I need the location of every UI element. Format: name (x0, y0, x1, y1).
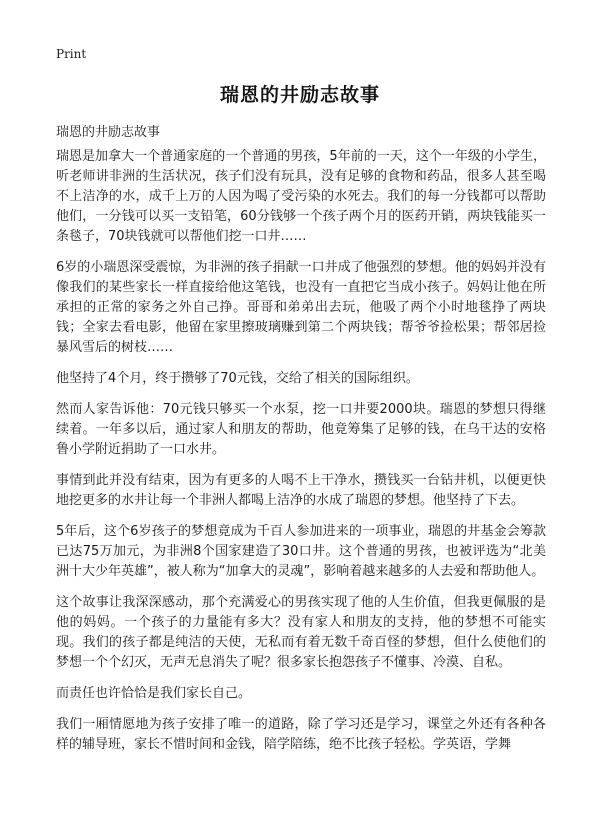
article-paragraph: 事情到此并没有结束，因为有更多的人喝不上干净水，攒钱买一台钻井机，以便更快地挖更多的水井让每一个非洲人都喝上洁净的水成了瑞恩的梦想。他坚持了下去。 (56, 473, 546, 508)
article-body (56, 147, 546, 766)
article-subtitle: 瑞恩的井励志故事 (56, 125, 161, 140)
article-paragraph: 6岁的小瑞恩深受震惊，为非洲的孩子捐献一口井成了他强烈的梦想。他的妈妈并没有像我们的某些家长一样直接给他这笔钱，也没有一直把它当成小孩子。妈妈让他在所承担的正常的家务之外自己挣。哥哥和弟弟出去玩，他吸了两个小时地毯挣了两块钱；全家去看电影，他留在家里擦玻璃赚到第二个两块钱；帮爷爷捡松果；帮邻居捡暴风雪后的树枝…… (56, 260, 546, 355)
print-link[interactable]: Print (56, 47, 87, 61)
page-title: 瑞恩的井励志故事 (219, 84, 380, 106)
article-paragraph: 我们一厢情愿地为孩子安排了唯一的道路，除了学习还是学习，课堂之外还有各种各样的辅导班，家长不惜时间和金钱，陪学陪练，绝不比孩子轻松。学英语，学舞 (56, 717, 546, 752)
article-paragraph: 他坚持了4个月，终于攒够了70元钱，交给了相关的国际组织。 (56, 371, 419, 386)
article-paragraph: 然而人家告诉他：70元钱只够买一个水泵，挖一口井要2000块。瑞恩的梦想只得继续着。一年多以后，通过家人和朋友的帮助，他竟筹集了足够的钱，在乌干达的安格鲁小学附近捐助了一口水井。 (56, 402, 546, 457)
article-paragraph: 5年后，这个6岁孩子的梦想竟成为千百人参加进来的一项事业，瑞恩的井基金会筹款已达75万加元，为非洲8个国家建造了30口井。这个普通的男孩，也被评选为“北美洲十大少年英雄”，被人称为“加拿大的灵魂”，影响着越来越多的人去爱和帮助他人。 (56, 524, 546, 579)
article-paragraph: 瑞恩是加拿大一个普通家庭的一个普通的男孩，5年前的一天，这个一年级的小学生，听老师讲非洲的生活状况，孩子们没有玩具，没有足够的食物和药品，很多人甚至喝不上洁净的水，成千上万的人因为喝了受污染的水死去。我们的每一分钱都可以帮助他们，一分钱可以买一支铅笔，60分钱够一个孩子两个月的医药开销，两块钱能买一条毯子，70块钱就可以帮他们挖一口井…… (56, 149, 546, 244)
article-paragraph: 而责任也许恰恰是我们家长自己。 (56, 686, 252, 701)
article-paragraph: 这个故事让我深深感动，那个充满爱心的男孩实现了他的人生价值，但我更佩服的是他的妈妈。一个孩子的力量能有多大？没有家人和朋友的支持，他的梦想不可能实现。我们的孩子都是纯洁的天使，无私而有着无数千奇百怪的梦想，但什么使他们的梦想一个个幻灭，无声无息消失了呢？很多家长抱怨孩子不懂事、冷漠、自私。 (56, 595, 546, 670)
